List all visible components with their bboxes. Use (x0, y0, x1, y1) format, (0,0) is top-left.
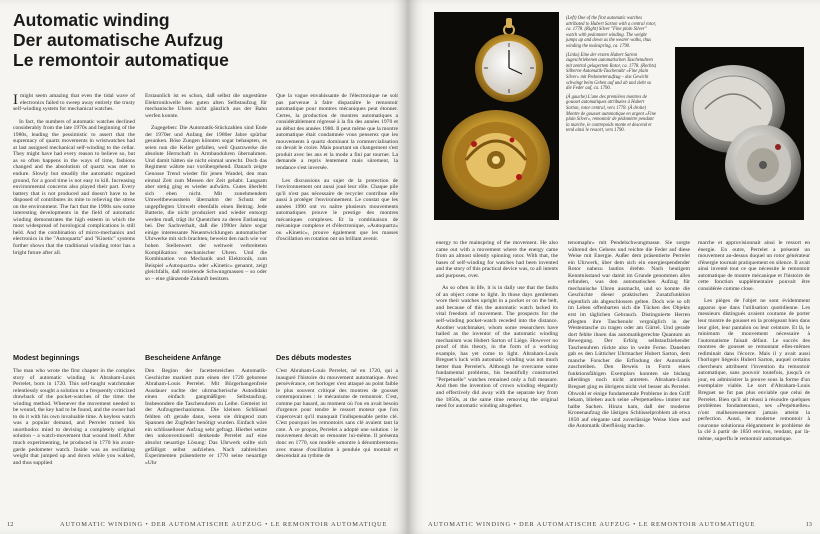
intro-paragraph: Zugegeben: Die Automatik-Stückzahlen sind Ende der 1970er und Anfang der 1980er Jahre spürbar gesunken. Böse Zungen könnten sogar behaupten, es seien nun die Keller gefallen, weil Quarzwerke die absolute Herrschaft in Armbanduhren übernahmen. Und damit hätten sie nicht einmal unrecht. Doch das Regiment währte nur vorübergehend. Danach zeigte Genosse Trend wieder für jenen Wandel, den man einmal Zeit zum Messen der Zeit gehabt. Langsam aber stetig ging es wieder aufwärts. Gutes überlebt sich eben nicht. Mit zunehmendem Umweltbewusstsein übernahm der Schutz der ungepflegten Umwelt ebenfalls einen Beitrag. Jede Batterie, die nicht produziert und wieder entsorgt werden muß, trägt ihr Quentchen zu deren Entlastung bei. Der Sachverhalt, daß die 1990er Jahre sogar einige interessante Neuentwicklungen automatischer Uhrwerke mit sich brachten, beweist den nach wie vor hohen Stellenwert der weltweit verbreiteten Komplikation: mechanischer Uhren. Und die Kombination von Mechanik und Elektronik, zum Beispiel »Autoquartz« oder »Kinetic« genannt, zeigt gleichfalls, daß rotierende Schwungmassen – so oder so – eine glänzende Zukunft besitzen. (145, 125, 267, 282)
section-paragraph: C'est Abraham-Louis Perrelet, né en 1720, qui a inauguré l'histoire du mouvement automatique. Avec persévérance, cet horloger s'est attaqué au point faible le plus souvent critiqué des montres de gousset contemporaines : le mécanisme de remontoir. C'est, comme par hasard, au moment où l'on en avait besoin d'urgence pour tendre le ressort moteur que l'on s'apercevait qu'il manquait l'indispensable petite clé. C'est pourquoi les remontoirs sans clé avaient tant la cote. À ce propos, Perrelet a adopté une solution : le mouvement devait se remonter lui-même. Il présenta donc en 1770, son modèle «montre à dénombrement» avec masse d'oscillation à pendule qui montait et descendait au rythme de (276, 368, 398, 460)
section-column-german (145, 368, 267, 518)
section-paragraph: Den Beginn der facettenreichen Automatik-Geschichte markiert zum einen der 1720 geborene Abraham-Louis Perrelet. Mit Bürgerbangenfreie Ausdauer suchte der uhrmacherische Autodidakt einen einfach gangmäßigen Selbstaufzug. Insbesondere die Taschenuhren zu Leibe. Gemeint ist der Aufzugmechanismus. Die kleinen Schlüssel fehlten oft gerade dann, wenn sie dringend zum Spannen der Zugfeder benötigt wurden. Einfach wäre ein schlüsselloser Aufzug sehr gefragt. Hierbei setzte den unkonventionell denkende Perrelet auf eine absolut neuartige Lösung: Das Uhrwerk sollte sich gefälligst selbst aufziehen. Nach zahlreichen Experimenten präsentierte er 1770 seine neuartige »Uhr (145, 368, 267, 466)
continued-column-english (436, 240, 558, 520)
caption-english: (Left) One of the first automatic watches attributed to Hubert Sarton with a central rotor, ca. 1778. (Right) Silver "Fine plain Silver" watch with pedometer winding. The weight jumps up and down as the wearer walks, thus winding the mainspring, ca. 1790. (566, 16, 656, 49)
right-page (408, 0, 820, 534)
title-german: Der automatische Aufzug (13, 30, 224, 50)
intro-paragraph: Erstaunlich ist es schon, daß selbst die ungestüme Elektronikwelle den guten alten Selbstaufzug für mechanische Uhren nicht gänzlich aus der Bahn werfen konnte. (145, 93, 267, 119)
subhead-english: Modest beginnings (13, 353, 80, 362)
body-paragraph: As so often in life, it is in daily use that the faults of an object come to light. In those days gentlemen wore their watches upright in a pocket or on the belt, and because of this the automatic watch lacked its vital freedom of movement. The prospects for the self-winding pocket-watch receded into the distance. Another watchmaker, whom some researchers have hailed as the inventor of the automatic winding mechanism was Hubert Sarton of Liège. However no proof of this theory, in the form of a working example, has yet come to light. Abraham-Louis Breguet's luck with automatic winding was not much better than Perrelet's. Although he overcame some fundamental problems, his beautifully constructed "Perpetuelle" watches remained only a full measure. And then the invention of crown winding elegantly and effectively did away with the separate key from the 1850s, at the same time removing the original need for automatic winding altogether. (436, 285, 558, 410)
subhead-german: Bescheidene Anfänge (145, 353, 221, 362)
body-paragraph: marche et approvisionnait ainsi le ressort en énergie. En outre, Perrelet a présenté un mouvement au-dessus duquel un rotor générateur d'énergie tournait pratiquement en silence. Il avait ainsi inventé tout ce que nécessite le remontoir automatique de montre mécanique et l'histoire de cette fonction supplémentaire pouvait être considérée comme close. (698, 240, 810, 292)
intro-paragraph: In fact, the numbers of automatic watches declined considerably from the late 1970s and beginning of the 1980s, leading the pessimistic to assert that the supremacy of quartz movements in wristwatches had at last assigned mechanical self-winding to the cellar. They might have had every reason to believe so, but as so often happens in the ways of time, fashions changed and the absolutism of quartz was met to endure. Slowly but steadily the automatic regained ground, for a good time is not easy to kill. Increasing environmental concerns also played their part. Every battery that is not produced and doesn't have to be disposed of contributes its mite to relieving the stress on the environment. The fact that the 1990s saw some interesting developments in the field of automatic winding demonstrates the high esteem in which the most widespread of horological complications is still held. And the combination of micro-mechanics and electronics in the "Autoquartz" and "Kinetic" systems further shows that the traditional winding rotor has a bright future after all. (13, 118, 135, 256)
gold-watch-photo (434, 12, 559, 220)
page-number-left: 12 (7, 521, 14, 528)
page-number-right: 13 (805, 521, 812, 528)
continued-column-german (568, 240, 690, 520)
section-column-english (13, 368, 135, 518)
intro-column-german (145, 93, 267, 339)
intro-paragraph: I might seem amazing that even the tidal wave of electronics failed to sweep away entirely the trusty self-winding system for mechanical watches. (13, 93, 135, 113)
caption-french: (À gauche) L'une des premières montres de gousset automatiques attribuées à Hubert Sarton, rotor central, vers 1778. (À droite) Montre de gousset automatique en argent «Fine plain Silver», remontoir de pédomètre pendant la marche, le contrepoids monte et descend et tend ainsi le ressort, vers 1790. (566, 94, 657, 134)
running-head-left: AUTOMATIC WINDING • DER AUTOMATISCHE AUFZUG • LE REMONTOIR AUTOMATIQUE (60, 521, 388, 528)
title-french: Le remontoir automatique (13, 50, 229, 70)
section-column-french (276, 368, 398, 518)
chapter-title (13, 10, 229, 70)
photo-caption (566, 16, 658, 137)
section-paragraph: The man who wrote the first chapter in the complex story of automatic winding is Abraham-Louis Perrelet, born in 1720. This self-taught watchmaker relentlessly sought a solution to a frequently criticized drawback of the pocket-watches of the time: the winding method. Whenever the movement needed to be wound, the key had to be found, and the owner had to do it with his own invaluable time. A keyless watch was a popular demand, and Perrelet turned his unorthodox mind to devising a completely original solution – a watch-movement that wound itself. After much experimenting, he produced in 1770 his avant-garde pedometer watch. Inside was an oscillating weight that jumped up and down while you walked, and thus supplied (13, 368, 135, 466)
intro-column-french (276, 93, 398, 339)
caption-german: (Links) Eine der ersten Hubert Sarton zugeschriebenen automatischen Taschenuhren mit zentral gelagertem Rotor, ca. 1778. (Rechts) Silberne Automatik-Taschenuhr »Fine plain Silver« mit Pedometeraufzug – das Gewicht schwingt beim Gehen auf und ab und zieht so die Feder auf, ca. 1790. (566, 52, 657, 92)
intro-paragraph: Que la vague envahissante de l'électronique ne soit pas parvenue à faire disparaître le remontoir automatique pour montres mécaniques peut étonner. Certes, la production de montres automatiques a considérablement régressé à la fin des années 1970 et au début des années 1980. Il peut même que la montre automatique était condamnée vous penserez que les mouvements à quartz dominant la commercialisation on devait le croire. Mais pourtant un changement s'est produit avec les ans et la mode a fini par tourner. La demande a repris lentement mais sûrement, la tendance s'est inversée. (276, 93, 398, 172)
body-paragraph: energy to the mainspring of the movement. He also came out with a movement where the energy came from an almost silently spinning rotor. With that, the bases of self-winding for watches had been invented and the story of this practical device was, to all intents and purposes, over. (436, 240, 558, 279)
left-page (0, 0, 408, 534)
body-paragraph: Les pièges de l'objet ne sont évidemment apparus que dans l'utilisation quotidienne. Les messieurs distingués avaient coutume de porter leur montre de gousset en la protégeant bien dans leur gilet, leur pantalon ou leur ceinture. Et là, le minimum de mouvement nécessaire à l'automatisme faisait défaut. Le succès des montres de gousset se remontant elles-mêmes rediminait dans l'écorce. Mais il y avait aussi l'horloger liégeois Hubert Sarton, auquel certains chercheurs attribuent l'invention du remontoir automatique, sans pouvoir toutefois, jusqu'à ce jour, en administrer la preuve sous la forme d'un exemplaire viable. Le sort d'Abraham-Louis Breguet ne fut pas plus enviable que celui de Perrelet. Bien qu'il ait réussi à résoudre quelques problèmes fondamentaux, ses «Perpétuelles» n'ont malheureusement jamais atteint la perfection. Aussi, le moderne remontoir à couronne solutionna élégamment le problème de la clé à partir de 1850 environ, rendant, par là-même, superflu le remontoir automatique. (698, 298, 810, 442)
title-english: Automatic winding (13, 10, 170, 30)
body-paragraph: tenomaphr« mit Pendelschwungmasse. Sie sorgte während des Gehens und reichte die Feder auf diese Weise mit Energie. Außer dem präsentierte Perrelet ein Uhrwerk, über dem sich ein energiespendender Rotor nahezu lautlos drehte. Nach heutigem Kenntnisstand war damit im Grunde genommen alles erfunden, was den automatischen Aufzug für mechanische Uhren ausmacht, und so konnte die Geschichte dieser praktischen Zusatzfunktion eigentlich als abgeschlossen gelten. Doch wie so oft im Leben offenbarten sich die Tücken des Objekts erst im täglichen Gebrauch. Distinguierte Herren pflegten ihre Taschenuhr vergnüglich in der Westentasche zu tragen oder am Gürtel. Und gerade dort fehlte ihnen das automatikgerechte Quantum an Bewegung. Der Erfolg selbstaufziehender Taschenuhren rückte also in weite Ferne. Daneben gab es den Lütticher Uhrmacher Hubert Sarton, dem manche Forscher die Erfindung der Automatik zuschreiben. Den Beweis in Form eines funktionsfähigen Exemplars konnten sie bislang allerdings noch nicht antreten. Abraham-Louis Breguet ging es übrigens nicht viel besser als Perrelet. Obwohl er einige fundamentale Probleme in den Griff bekam, blieben auch seine »Perpetuelles« immer nur halbe Sachen. Hinzu kam, daß der moderne Kronenaufzug die lästigen Schlüsselproblem ab etwa 1850 auf elegante und zuverlässige Weise löste und die Automatik überflüssig machte. (568, 240, 690, 430)
continued-column-french (698, 240, 810, 520)
subhead-french: Des débuts modestes (276, 353, 352, 362)
intro-paragraph: Les discussions au sujet de la protection de l'environnement ont aussi joué leur rôle. Chaque pile qu'il n'est pas nécessaire de recycler contribue elle aussi à protéger l'environnement. Le constat que les années 1990 ont vu naître plusieurs mouvements automatiques prouve le prestige des montres mécaniques complexes. Et la combinaison de mécanique complexe et d'électronique, «Autoquartz» ou «Kinetic», prouve également que les masses d'oscillation en rotation ont un brillant avenir. (276, 177, 398, 243)
silver-watch-photo (675, 47, 804, 220)
running-head-right: AUTOMATIC WINDING • DER AUTOMATISCHE AUFZUG • LE REMONTOIR AUTOMATIQUE (428, 521, 756, 528)
intro-column-english (13, 93, 135, 339)
